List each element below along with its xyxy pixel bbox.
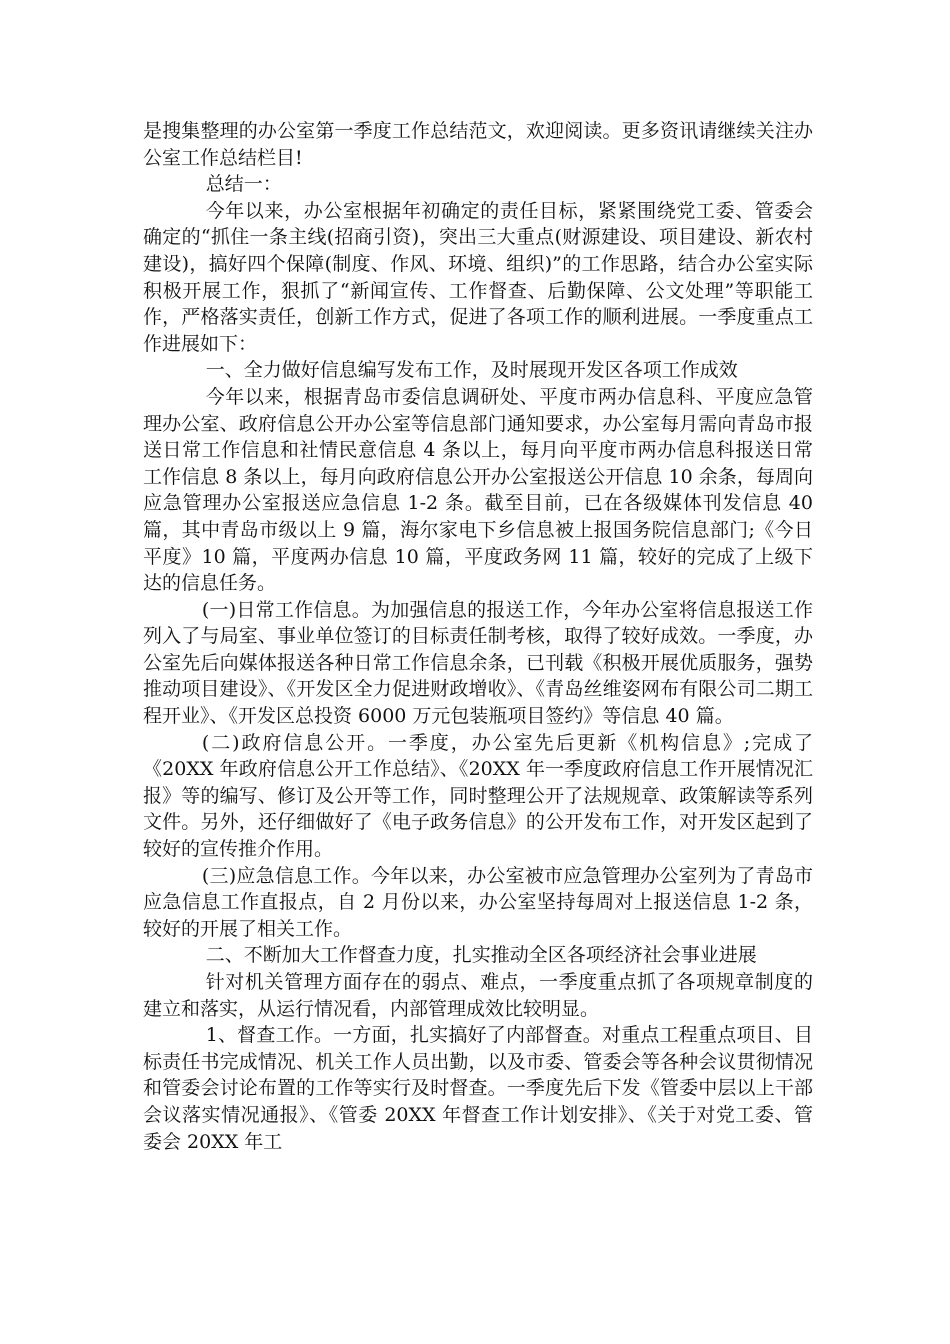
document-page	[143, 118, 813, 1155]
section-heading-1: 一、全力做好信息编写发布工作，及时展现开发区各项工作成效	[205, 359, 738, 382]
body-paragraph-info-tasks: 今年以来，根据青岛市委信息调研处、平度市两办信息科、平度应急管理办公室、政府信息公开办公室等信息部门通知要求，办公室每月需向青岛市报送日常工作信息和社情民意信息 4 条以上，每月向平度市两办信息科报送日常工作信息 8 条以上，每月向政府信息公开办公室报送公开信息 10 余条，每周向应急管理办公室报送应急信息 1-2 条。截至目前，已在各级媒体刊发信息 40 篇，其中青岛市级以上 9 篇，海尔家电下乡信息被上报国务院信息部门;《今日平度》10 篇，平度两办信息 10 篇，平度政务网 11 篇，较好的完成了上级下达的信息任务。	[143, 385, 813, 595]
body-paragraph-overview: 今年以来，办公室根据年初确定的责任目标，紧紧围绕党工委、管委会确定的“抓住一条主线(招商引资)，突出三大重点(财源建设、项目建设、新农村建设)，搞好四个保障(制度、作风、环境、组织)”的工作思路，结合办公室实际积极开展工作，狠抓了“新闻宣传、工作督查、后勤保障、公文处理”等职能工作，严格落实责任，创新工作方式，促进了各项工作的顺利进展。一季度重点工作进展如下：	[143, 199, 813, 355]
body-paragraph-gov-info-disclosure: (二)政府信息公开。一季度，办公室先后更新《机构信息》;完成了《20XX 年政府信息公开工作总结》、《20XX 年一季度政府信息工作开展情况汇报》等的编写、修订及公开等工作，同时整理公开了法规规章、政策解读等系列文件。另外，还仔细做好了《电子政务信息》的公开发布工作，对开发区起到了较好的宣传推介作用。	[143, 731, 813, 861]
section-heading-2: 二、不断加大工作督查力度，扎实推动全区各项经济社会事业进展	[205, 944, 757, 967]
body-paragraph-daily-info: (一)日常工作信息。为加强信息的报送工作，今年办公室将信息报送工作列入了与局室、事业单位签订的目标责任制考核，取得了较好成效。一季度，办公室先后向媒体报送各种日常工作信息余条，已刊载《积极开展优质服务，强势推动项目建设》、《开发区全力促进财政增收》、《青岛丝维姿网布有限公司二期工程开业》、《开发区总投资 6000 万元包装瓶项目签约》等信息 40 篇。	[143, 598, 813, 728]
body-paragraph-emergency-info: (三)应急信息工作。今年以来，办公室被市应急管理办公室列为了青岛市应急信息工作直报点，自 2 月份以来，办公室坚持每周对上报送信息 1-2 条，较好的开展了相关工作。	[143, 864, 813, 940]
intro-paragraph: 是搜集整理的办公室第一季度工作总结范文，欢迎阅读。更多资讯请继续关注办公室工作总结栏目!	[143, 120, 813, 169]
body-paragraph-supervision: 1、督查工作。一方面，扎实搞好了内部督查。对重点工程重点项目、目标责任书完成情况、机关工作人员出勤，以及市委、管委会等各种会议贯彻情况和管委会讨论布置的工作等实行及时督查。一季度先后下发《管委中层以上干部会议落实情况通报》、《管委 20XX 年督查工作计划安排》、《关于对党工委、管委会 20XX 年工	[143, 1024, 813, 1153]
body-paragraph-management: 针对机关管理方面存在的弱点、难点，一季度重点抓了各项规章制度的建立和落实，从运行情况看，内部管理成效比较明显。	[143, 971, 813, 1020]
summary-heading: 总结一：	[205, 173, 282, 196]
